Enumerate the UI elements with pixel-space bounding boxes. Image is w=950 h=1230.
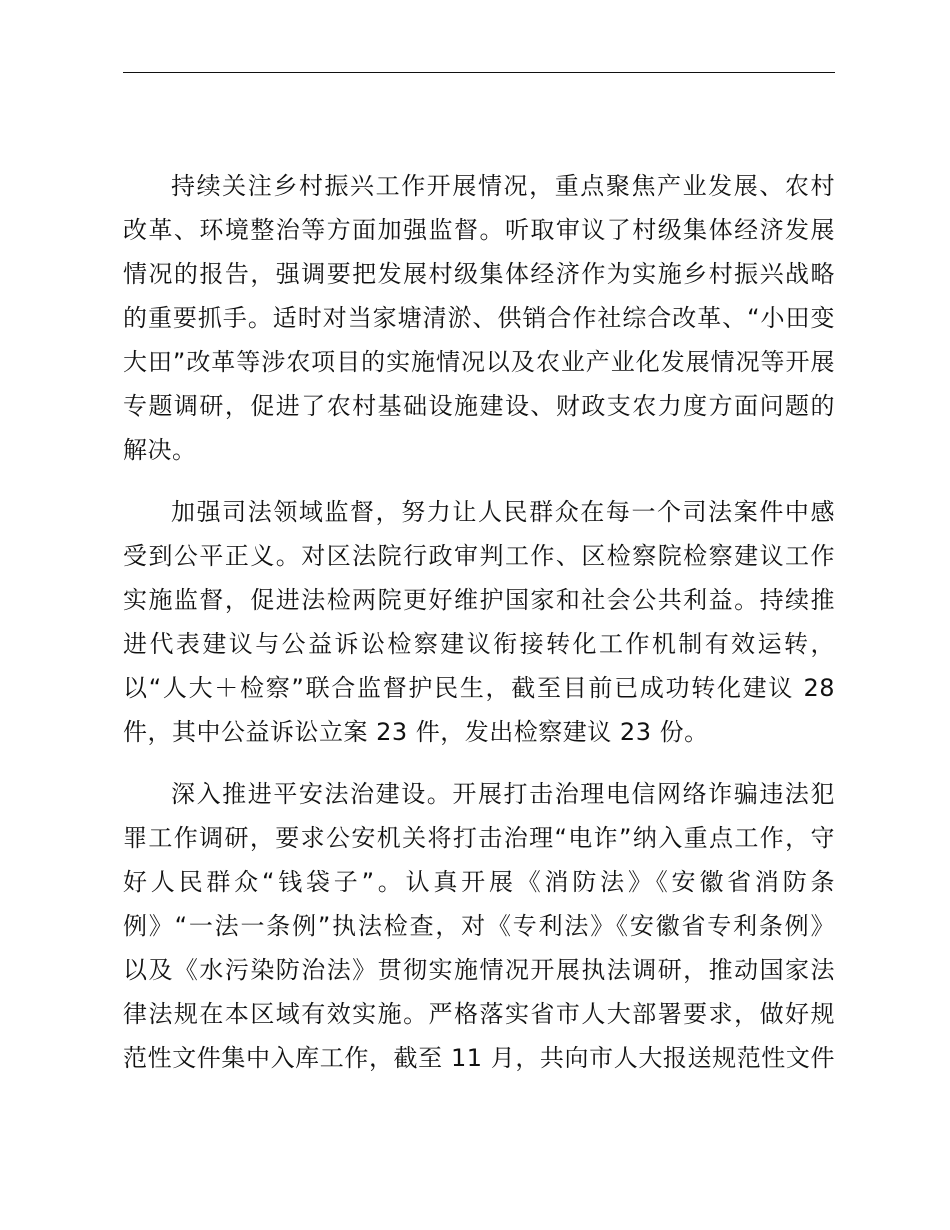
text-line: 进代表建议与公益诉讼检察建议衔接转化工作机制有效运转， (123, 630, 835, 658)
text-line: 件，其中公益诉讼立案 23 件，发出检察建议 23 份。 (123, 718, 709, 746)
text-line: 改革、环境整治等方面加强监督。听取审议了村级集体经济发展 (123, 216, 835, 244)
text-line: 受到公平正义。对区法院行政审判工作、区检察院检察建议工作 (123, 542, 835, 570)
header-rule (123, 72, 835, 73)
text-line: 好人民群众“钱袋子”。认真开展《消防法》《安徽省消防条 (123, 868, 835, 896)
paragraph-rule-of-law (123, 772, 835, 1080)
text-line: 专题调研，促进了农村基础设施建设、财政支农力度方面问题的 (123, 392, 835, 420)
text-line: 解决。 (123, 436, 197, 464)
text-line: 持续关注乡村振兴工作开展情况，重点聚焦产业发展、农村 (171, 172, 835, 200)
text-line: 大田”改革等涉农项目的实施情况以及农业产业化发展情况等开展 (123, 348, 835, 376)
text-line: 范性文件集中入库工作，截至 11 月，共向市人大报送规范性文件 (123, 1044, 835, 1072)
paragraph-judicial-supervision (123, 490, 835, 754)
text-line: 以“人大＋检察”联合监督护民生，截至目前已成功转化建议 28 (123, 674, 835, 702)
text-line: 罪工作调研，要求公安机关将打击治理“电诈”纳入重点工作，守 (123, 824, 835, 852)
paragraph-rural-revitalization (123, 164, 835, 472)
text-line: 以及《水污染防治法》贯彻实施情况开展执法调研，推动国家法 (123, 956, 835, 984)
text-line: 的重要抓手。适时对当家塘清淤、供销合作社综合改革、“小田变 (123, 304, 835, 332)
text-line: 深入推进平安法治建设。开展打击治理电信网络诈骗违法犯 (171, 780, 835, 808)
text-line: 例》“一法一条例”执法检查，对《专利法》《安徽省专利条例》 (123, 912, 835, 940)
text-line: 实施监督，促进法检两院更好维护国家和社会公共利益。持续推 (123, 586, 835, 614)
text-line: 加强司法领域监督，努力让人民群众在每一个司法案件中感 (171, 498, 835, 526)
text-line: 情况的报告，强调要把发展村级集体经济作为实施乡村振兴战略 (123, 260, 835, 288)
document-body (123, 164, 835, 1098)
text-line: 律法规在本区域有效实施。严格落实省市人大部署要求，做好规 (123, 1000, 835, 1028)
